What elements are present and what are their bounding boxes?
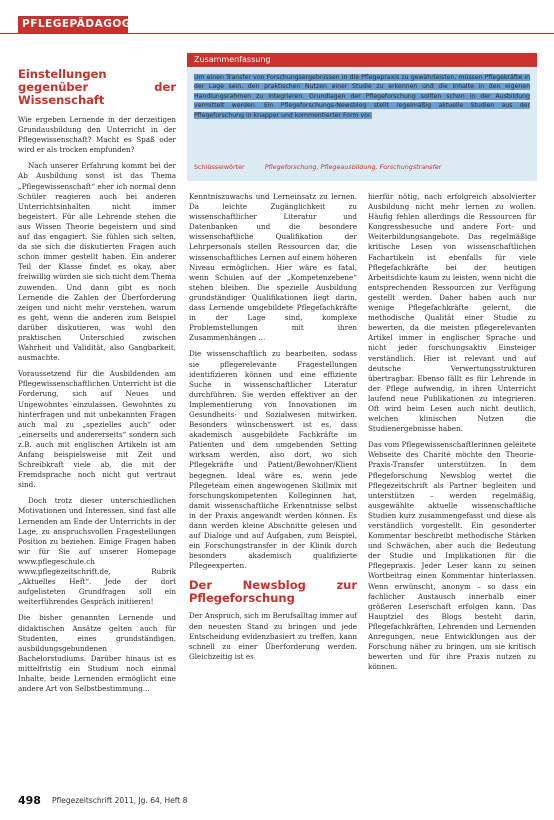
keywords-line xyxy=(194,163,530,172)
summary-box xyxy=(187,53,537,181)
page-number: 498 xyxy=(18,794,41,807)
summary-title: Zusammenfassung xyxy=(194,55,271,64)
summary-header xyxy=(187,53,537,67)
newsblog-section-title: Der Newsblog zur Pflegeforschung xyxy=(189,578,357,606)
right-paragraph: hierfür nötig, nach erfolgreich absolvierter Ausbildung nicht mehr lernen zu wollen. Häufig fehlen allerdings die Ressourcen für Kongressbesuche und andere Fort- und Weiterbildungsangebote. Das regelmäßige kritische Lesen von wissenschaftlichen Fachartikeln ist ebenfalls für viele Pflegefachkräfte bei der heutigen Arbeitsdichte kaum zu leisten, wenn nicht die entsprechenden Ressourcen zur Verfügung gestellt werden. Daher haben auch nur wenige Pflegefachkräfte gelernt, die methodische Qualität einer Studie zu bewerten, da die meisten pflegerelevanten Artikel immer in englischer Sprache und nicht jeder forschungsaktiv Einsteiger verständlich. Hier ist relevant und auf deutsche Verwertungsstrukturen übertragbar. Ebenso fällt es für Lehrende in der Pflege aufwendig, in ihren Unterricht laufend neue Publikationen zu integrieren. Oft wird beim Lesen auch nicht deutlich, welchen klinischen Nutzen die Studienergebnisse haben. xyxy=(368,192,536,434)
middle-paragraph: Die wissenschaftlich zu bearbeiten, sodass sie pflegerelevante Fragestellungen identifizieren können und eine effiziente Suche in wissenschaftlicher Literatur durchführen. Sie werden effektiver an der Implementierung von Innovationen im Gesundheits- und Sozialwesen mitwirken. Besonders wünschenswert ist es, dass akademisch ausgebildete Fachkräfte im Patienten und dem umgebenden Setting wirksam werden, also dort, wo sich Pflegekräfte und Patient/Bewohner/Klient begegnen. Ideal wäre es, wenn jede Pflegeteam einen angewogenen Skillmix mit forschungskompetenten Kolleginnen hat, damit wissenschaftliche Erkenntnisse selbst in der Praxis angewandt werden können. Es dann werden kleine Abschnitte gelesen und auf Dialoge und auf Aufgaben, zum Beispiel, ein Forschungstransfer in der Klinik durch besonders akademisch qualifizierte Pflegeexperten. xyxy=(189,349,357,571)
newsblog-paragraph: Der Anspruch, sich im Berufsalltag immer auf den neuesten Stand zu bringen und jede Entscheidung evidenzbasiert zu treffen, kann schnell zu einer Überforderung werden. Gleichzeitig ist es xyxy=(189,611,357,661)
keywords-values: Pflegeforschung, Pflegeausbildung, Forschungstransfer xyxy=(264,163,442,171)
left-paragraph: Nach unserer Erfahrung kommt bei der Ab Ausbildung sonst ist das Thema „Pflegewissenschaft“ eher ich normal denn Schüler reagieren auch bei anderen Unterrichtsinhalten nicht immer begeistert. Für alle Lehrende stehen die aus Wissen Theorie begeistern und sind auf das engagiert. Sie fühlen sich selten, da sie sich die diskutierten Fragen auch schon immer gestellt haben. Ein anderer Teil der Klasse findet es okay, aber freiwillig würden sie sich nicht dem Thema zuwenden. Und dann gibt es noch Lernende die Zahlen der Überforderung zeigen und nicht mehr verstehen, warum es geht, wenn die anderen zum Beispiel darüber diskutieren, was wohl den praktischen Unterschied zwischen Wahrheit und Validität, also Gangbarkeit, ausmachte. xyxy=(18,161,176,363)
middle-paragraph: Kenntniszuwachs und Lerneinsatz zu lernen. Da leichte Zugänglichkeit zu wissenschaftlicher Literatur und Datenbanken und die besondere wissenschaftliche Qualifikation der Lehrpersonals stellen Ressourcen dar, die wissenschaftliches Lernen auf einem höheren Niveau ermöglichen. Hier wäre es fatal, wenn Schulen auf der „Kompetenzebene“ stehen bleiben. Die spezielle Ausbildung grundständiger Qualifikationen liegt darin, dass Lernende umgebildete Pflegefachkräfte in der Lage sind, komplexe Problemstellungen mit ihren Zusammenhängen ... xyxy=(189,192,357,343)
section-header-title: PFLEGEPÄDAGOGIK xyxy=(22,18,144,30)
keywords-label: Schlüsselwörter xyxy=(194,163,245,171)
left-column xyxy=(18,68,176,700)
page-footer xyxy=(18,794,538,808)
journal-citation: Pflegezeitschrift 2011, Jg. 64, Heft 8 xyxy=(52,796,188,805)
summary-text-body: Um einen Transfer von Forschungsergebnissen in die Pflegepraxis zu gewährleisten, müssen Pflegekräfte in der Lage sein, den praktischen Nutzen einer Studie zu erkennen und die Inhalte in den eigenen Handlungsrahmen zu integrieren. Grundlagen der Pflegeforschung sollten schon in der Ausbildung vermittelt werden. Ein Pflegeforschungs-Newsblog stellt regelmäßig aktuelle Studien aus der Pflegeforschung in knapper und kommentierter Form vor. xyxy=(194,74,530,119)
header-bar xyxy=(0,16,554,34)
left-paragraph: Voraussetzend für die Ausbildenden am Pflegewissenschaftlichen Unterricht ist die Forderung, sich auf Neues und Ungewohntes einzulassen. Gewohntes zu hinterfragen und mit unbekannten Fragen auch mal zu „spezielles auch“ oder „einerseits und andererseits“ sondern sich z.B. auch mit englischen Artikeln ist am Anfang beispielsweise mit Zeit und Schreibkraft viele ab, die mit der Fremdsprache noch nicht gut vertraut sind. xyxy=(18,369,176,490)
left-paragraph: Doch trotz dieser unterschiedlichen Motivationen und Interessen, sind fast alle Lernenden am Ende der Unterrichts in der Lage, zu anspruchsvollen Fragestellungen Position zu beziehen. Einige Fragen haben wir für Sie auf unserer Homepage www.pflegeschule.ch www.pflegezeitschrift.de, Rubrik „Aktuelles Heft“. Jede der dort aufgelisteten Grundfragen soll ein weiterführendes Gespräch initiieren! xyxy=(18,496,176,607)
left-paragraph: Wie ergeben Lernende in der derzeitigen Grundausbildung den Unterricht in der Pflegewissenschaft? Macht es Spaß oder wird er als trocken empfunden? xyxy=(18,115,176,155)
summary-text xyxy=(194,73,530,120)
middle-column xyxy=(189,192,357,668)
right-column xyxy=(368,192,536,678)
left-paragraph: Die bisher genannten Lernende und didaktischen Ansätze gelten auch für Studenten, eines grundständigen, ausbildungsgebundenen Bachelorstudiums. Darüber hinaus ist es mittelfristig ein Studium noch einmal Inhalte, beide Lernenden ermöglicht eine andere Art von Selbstbestimmung... xyxy=(18,613,176,694)
article-section-title: Einstellungen gegenüber der Wissenschaft xyxy=(18,67,176,107)
right-paragraph: Das vom Pflegewissenschaftlerinnen geleitete Webseite des Charité möchte den Theorie-Praxis-Transfer unterstützen. In dem Pflegeforschung Newsblog wertet die Pflegezeitschrift als Partner begleiten und unterstützen – werden regelmäßig, ausgewählte aktuelle wissenschaftliche Studien kurz zusammengefasst und diese als verständlich vorgestellt. Ein gesonderter Kommentar beschreibt methodische Stärken und Schwächen, aber auch die Bedeutung der Studie und Implikationen für die Pflegepraxis. Jeder Leser kann zu seinen Wortbeitrag einen Kommentar hinterlassen. Wenn erwünscht, anonym – so dass ein fachlicher Austausch innerhalb einer größeren Leserschaft erfolgen kann. Das Hauptziel des Blogs besteht darin, Pflegefachkräften, Lehrenden und Lernenden Anregungen, neue Entwicklungen aus der Forschung näher zu bringen, um sie kritisch bewerten und für ihre Praxis nutzen zu können. xyxy=(368,440,536,672)
